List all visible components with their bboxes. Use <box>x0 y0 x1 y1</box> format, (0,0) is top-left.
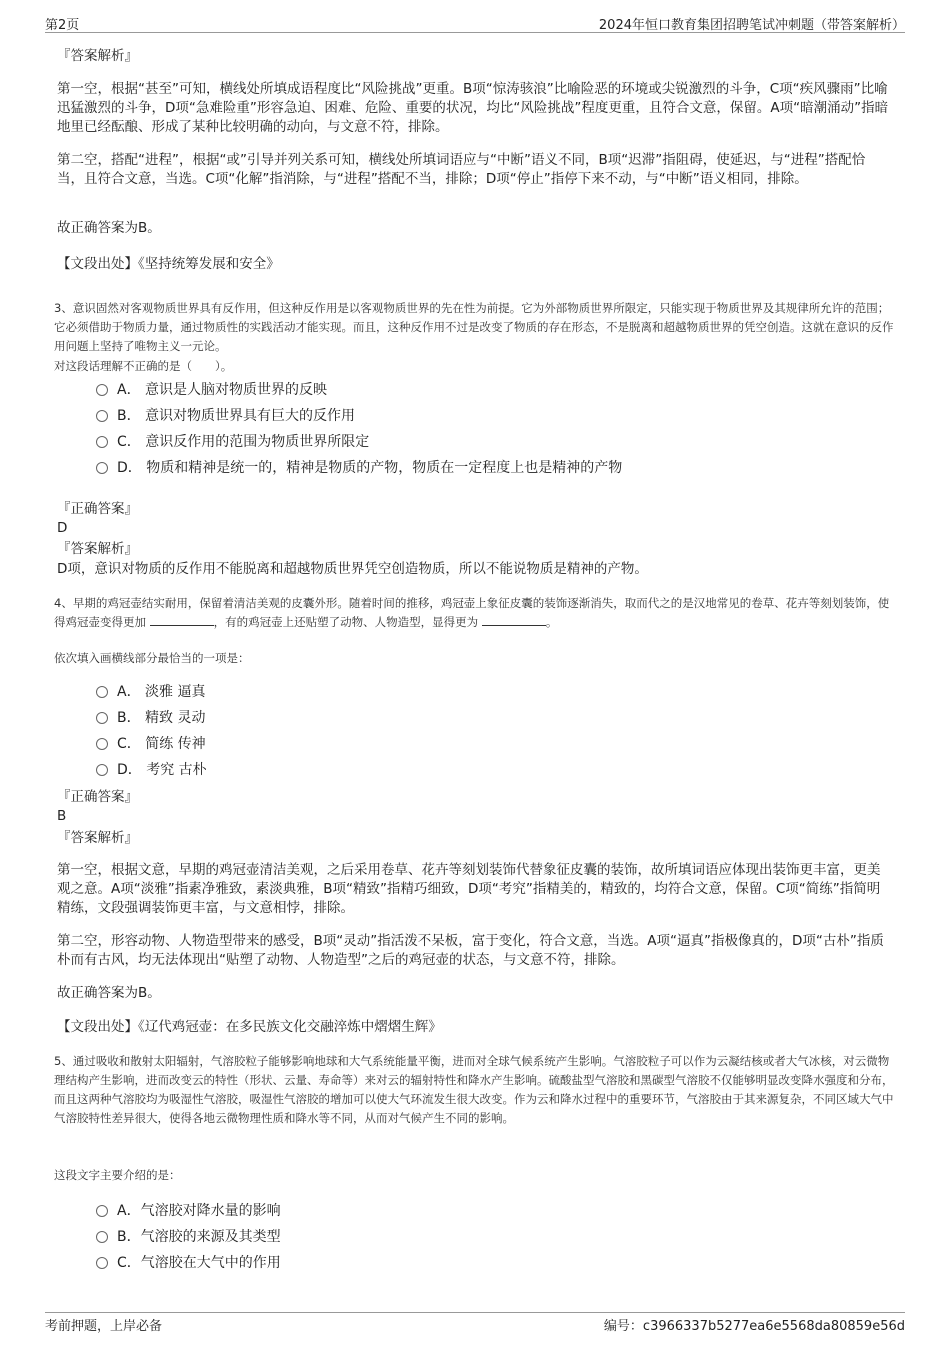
answer-label: 『正确答案』 <box>57 501 138 517</box>
option-label: C． 意识反作用的范围为物质世界所限定 <box>117 434 370 450</box>
page-footer <box>45 1312 905 1337</box>
option-label: D． 考究 古朴 <box>117 762 207 778</box>
footer-slogan: 考前押题，上岸必备 <box>45 1319 163 1334</box>
option-label: A．气溶胶对降水量的影响 <box>117 1203 281 1219</box>
analysis-paragraph: 第二空，形容动物、人物造型带来的感受，B项“灵动”指活泼不呆板，富于变化，符合文意，当选。A项“逼真”指极像真的，D项“古朴”指质朴而有古风，均无法体现出“贴塑了动物、人物造型”之后的鸡冠壶的状态，与文意不符，排除。 <box>57 933 884 968</box>
correct-answer: D <box>57 520 68 536</box>
analysis-paragraph: 第二空，搭配“进程”，根据“或”引导并列关系可知，横线处所填词语应与“中断”语义不同，B项“迟滞”指阻碍，使延迟，与“进程”搭配恰当，且符合文意，当选。C项“化解”指消除，与“进程”搭配不当，排除；D项“停止”指停下来不动，与“中断”语义相同，排除。 <box>57 152 866 187</box>
document-title: 2024年恒口教育集团招聘笔试冲刺题（带答案解析） <box>598 18 905 33</box>
page-header <box>45 12 905 33</box>
option-label: B． 意识对物质世界具有巨大的反作用 <box>117 408 356 424</box>
fill-blank <box>150 613 214 626</box>
radio-icon[interactable] <box>96 738 108 750</box>
correct-answer: B <box>57 808 67 824</box>
option-label: D． 物质和精神是统一的，精神是物质的产物，物质在一定程度上也是精神的产物 <box>117 460 623 476</box>
analysis-label: 『答案解析』 <box>57 830 138 846</box>
radio-icon[interactable] <box>96 1257 108 1269</box>
radio-icon[interactable] <box>96 410 108 422</box>
option-a[interactable] <box>96 380 327 400</box>
option-label: B．气溶胶的来源及其类型 <box>117 1229 281 1245</box>
option-d[interactable] <box>96 760 207 780</box>
option-label: B． 精致 灵动 <box>117 710 206 726</box>
option-label: C． 简练 传神 <box>117 736 206 752</box>
analysis-label: 『答案解析』 <box>57 541 138 557</box>
option-a[interactable] <box>96 682 205 702</box>
source-citation: 【文段出处】《坚持统筹发展和安全》 <box>57 256 280 272</box>
option-b[interactable] <box>96 708 206 728</box>
question-stem: 3、意识固然对客观物质世界具有反作用，但这种反作用是以客观物质世界的先在性为前提。它为外部物质世界所限定，只能实现于物质世界及其规律所允许的范围；它必须借助于物质力量，通过物质性的实践活动才能实现。而且，这种反作用不过是改变了物质的存在形态，不是脱离和超越物质世界的凭空创造。这就在意识的反作用问题上坚持了唯物主义一元论。 <box>54 301 894 353</box>
option-d[interactable] <box>96 458 622 478</box>
page-number: 第2页 <box>45 18 80 33</box>
analysis-paragraph: 第一空，根据“甚至”可知，横线处所填成语程度比“风险挑战”更重。B项“惊涛骇浪”比喻险恶的环境或尖锐激烈的斗争，C项“疾风骤雨”比喻迅猛激烈的斗争，D项“急难险重”形容急迫、困难、危险、重要的状况，均比“风险挑战”程度更重，且符合文意，保留。A项“暗潮涌动”指暗地里已经酝酿、形成了某种比较明确的动向，与文意不符，排除。 <box>57 81 889 135</box>
document-code: 编号：c3966337b5277ea6e5568da80859e56d <box>603 1319 905 1334</box>
option-label: A． 淡雅 逼真 <box>117 684 206 700</box>
radio-icon[interactable] <box>96 712 108 724</box>
question-stem: 4、早期的鸡冠壶结实耐用，保留着清洁美观的皮囊外形。随着时间的推移，鸡冠壶上象征皮囊的装饰逐渐消失，取而代之的是汉地常见的卷草、花卉等刻划装饰，使得鸡冠壶变得更加 ，有的鸡冠壶上还贴塑了动物、人物造型，显得更为 。 <box>54 596 890 629</box>
option-a[interactable] <box>96 1201 281 1221</box>
radio-icon[interactable] <box>96 1231 108 1243</box>
option-b[interactable] <box>96 406 355 426</box>
answer-label: 『正确答案』 <box>57 789 138 805</box>
radio-icon[interactable] <box>96 686 108 698</box>
option-c[interactable] <box>96 1253 281 1273</box>
analysis-paragraph: 第一空，根据文意，早期的鸡冠壶清洁美观，之后采用卷草、花卉等刻划装饰代替象征皮囊的装饰，故所填词语应体现出装饰更丰富，更美观之意。A项“淡雅”指素净雅致，素淡典雅，B项“精致”指精巧细致，D项“考究”指精美的，精致的，均符合文意，保留。C项“简练”指简明精练，文段强调装饰更丰富，与文意相悖，排除。 <box>57 862 881 916</box>
question-prompt: 依次填入画横线部分最恰当的一项是： <box>54 651 250 665</box>
analysis-label: 『答案解析』 <box>57 48 138 64</box>
radio-icon[interactable] <box>96 462 108 474</box>
question-prompt: 对这段话理解不正确的是（ ）。 <box>54 359 233 373</box>
conclusion: 故正确答案为B。 <box>57 220 161 236</box>
radio-icon[interactable] <box>96 764 108 776</box>
fill-blank <box>482 613 546 626</box>
question-stem: 5、通过吸收和散射太阳辐射，气溶胶粒子能够影响地球和大气系统能量平衡，进而对全球气候系统产生影响。气溶胶粒子可以作为云凝结核或者大气冰核，对云微物理结构产生影响，进而改变云的特性（形状、云量、寿命等）来对云的辐射特性和降水产生影响。硫酸盐型气溶胶和黑碳型气溶胶不仅能够明显改变降水强度和分布，而且这两种气溶胶均为吸湿性气溶胶，吸湿性气溶胶的增加可以使大气环流发生很大改变。作为云和降水过程中的重要环节，气溶胶由于其来源复杂，不同区域大气中气溶胶特性差异很大，使得各地云微物理性质和降水等不同，从而对气候产生不同的影响。 <box>54 1054 894 1125</box>
conclusion: 故正确答案为B。 <box>57 985 161 1001</box>
option-c[interactable] <box>96 734 206 754</box>
radio-icon[interactable] <box>96 384 108 396</box>
radio-icon[interactable] <box>96 436 108 448</box>
source-citation: 【文段出处】《辽代鸡冠壶：在多民族文化交融淬炼中熠熠生辉》 <box>57 1019 442 1035</box>
option-label: C．气溶胶在大气中的作用 <box>117 1255 281 1271</box>
option-label: A． 意识是人脑对物质世界的反映 <box>117 382 328 398</box>
analysis-paragraph: D项，意识对物质的反作用不能脱离和超越物质世界凭空创造物质，所以不能说物质是精神的产物。 <box>57 561 648 577</box>
radio-icon[interactable] <box>96 1205 108 1217</box>
question-prompt: 这段文字主要介绍的是： <box>54 1168 181 1182</box>
option-b[interactable] <box>96 1227 281 1247</box>
option-c[interactable] <box>96 432 369 452</box>
